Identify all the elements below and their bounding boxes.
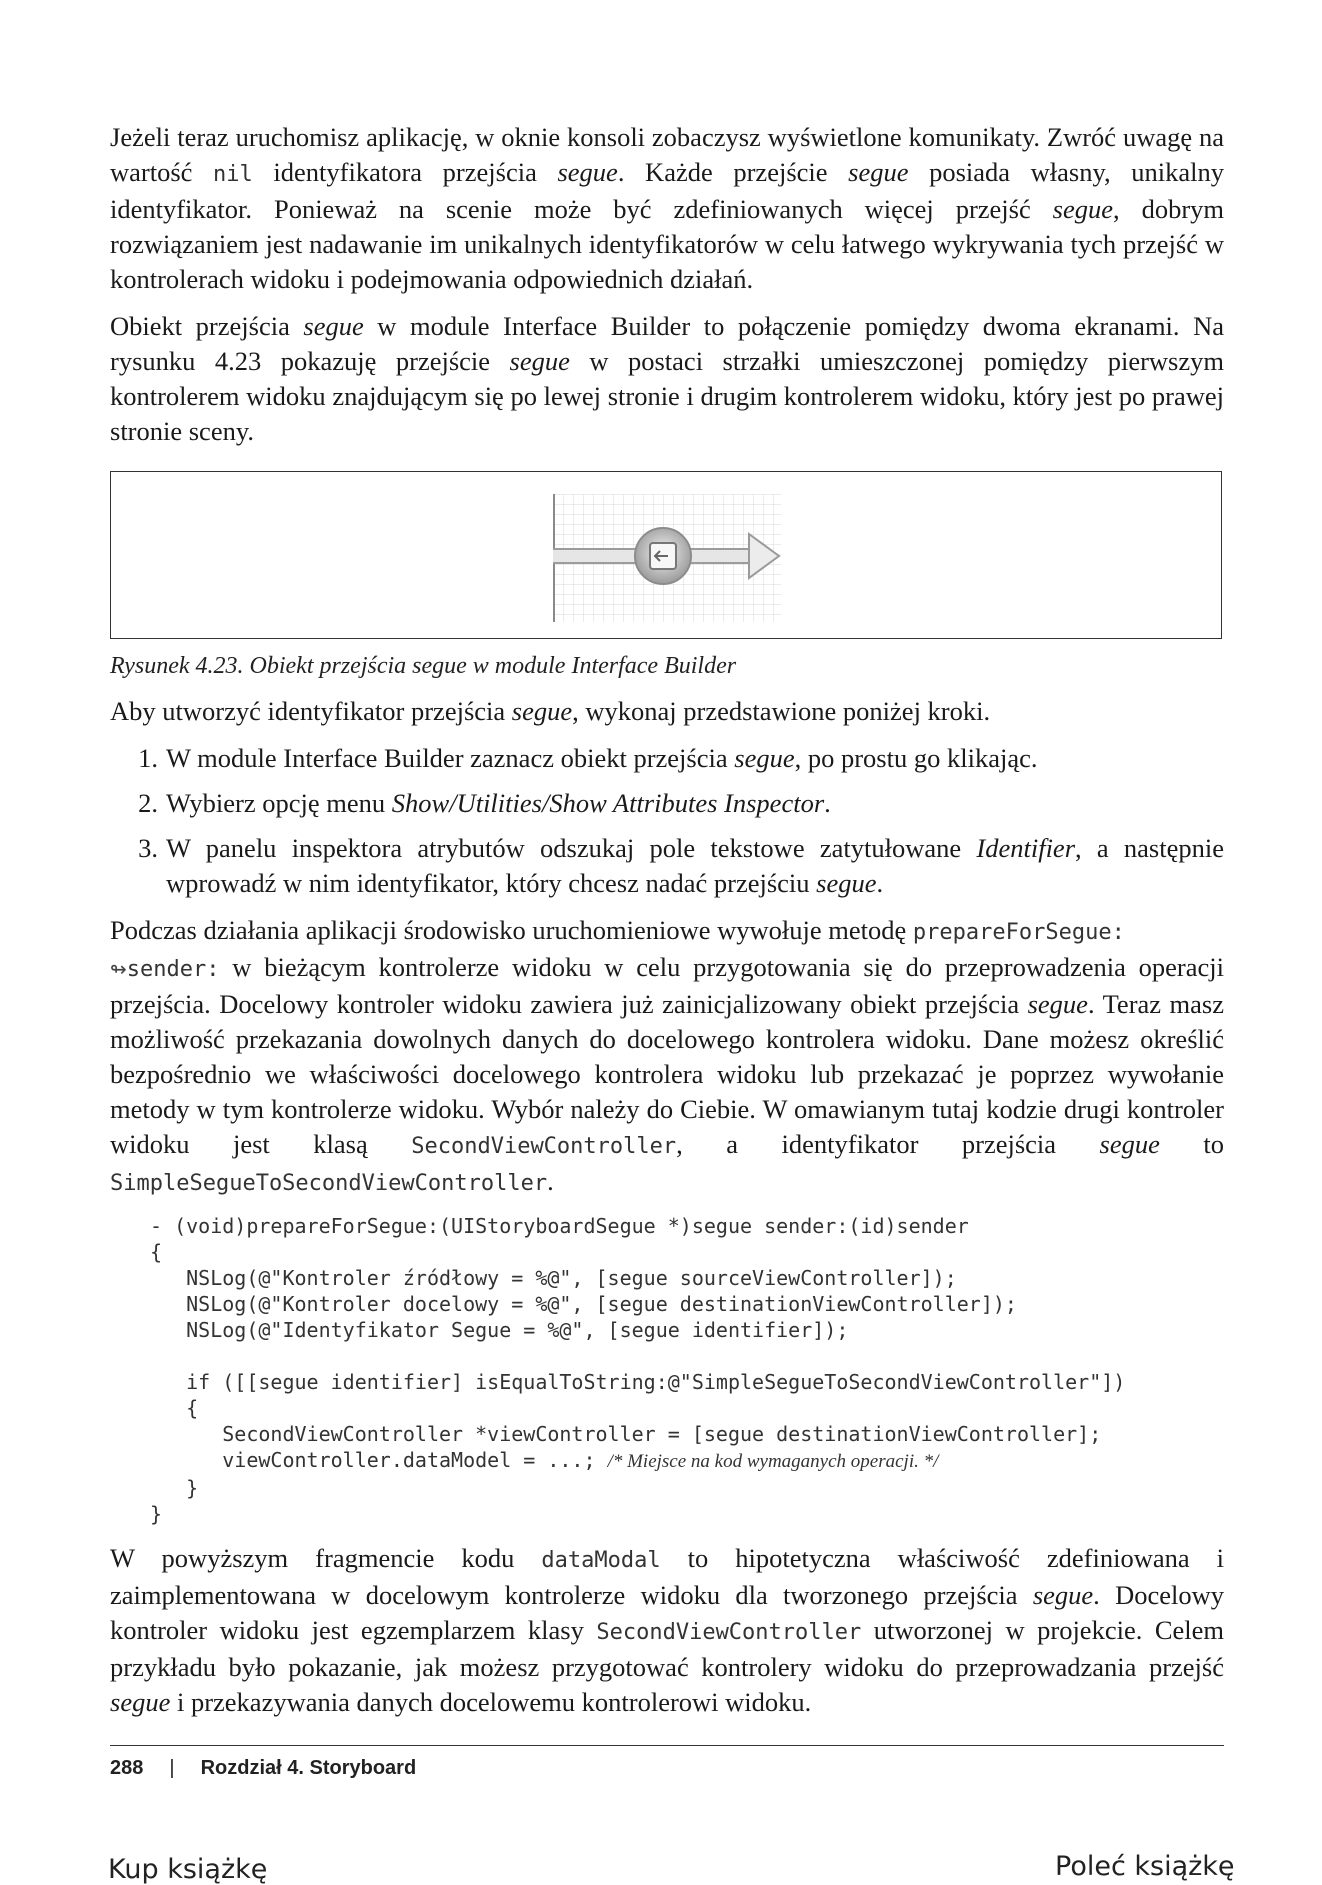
inline-code: prepareForSegue: — [912, 920, 1125, 945]
italic-term: segue — [1099, 1129, 1160, 1159]
list-number: 3. — [138, 833, 158, 863]
italic-term: segue — [1032, 1580, 1094, 1610]
page-number: 288 — [110, 1757, 144, 1779]
text: w module Interface Builder to połączenie pomiędzy dwoma ekranami. Na rysunku 4.23 pokazuję przejście — [110, 311, 1224, 376]
italic-term: segue — [1052, 194, 1114, 224]
code-comment: /* Miejsce na kod wymaganych operacji. */ — [607, 1451, 939, 1472]
text: Aby utworzyć identyfikator przejścia — [110, 696, 512, 726]
text: i przekazywania danych docelowemu kontrolerowi widoku. — [170, 1687, 812, 1717]
list-item — [110, 741, 1224, 776]
italic-term: segue — [848, 157, 909, 187]
paragraph-1 — [110, 120, 1224, 297]
inline-code: dataModal — [541, 1548, 661, 1573]
text: posiada własny, unikalny identyfikator. Ponieważ na scenie może być zdefiniowanych więcej przejść — [110, 157, 1225, 224]
italic-term: segue — [303, 311, 364, 341]
buy-book-link[interactable]: Kup książkę — [108, 1854, 268, 1885]
italic-term: segue — [110, 1687, 171, 1717]
inline-code: SecondViewController — [411, 1134, 677, 1159]
text: identyfikatora przejścia — [252, 157, 558, 187]
text: , dobrym rozwiązaniem jest nadawanie im unikalnych identyfikatorów w celu łatwego wykrywania tych przejść w kontrolerach widoku i podejmowania odpowiednich działań. — [110, 194, 1225, 294]
paragraph-3 — [110, 694, 1224, 729]
italic-term: segue — [1027, 989, 1088, 1019]
segue-arrow-icon — [553, 494, 781, 622]
line-continuation-icon: ↬ — [110, 957, 127, 981]
text: . Każde przejście — [617, 157, 849, 187]
text: . Teraz masz możliwość przekazania dowolnych danych do docelowego kontrolera widoku. Dane możesz określić bezpośrednio we właściwości docelowego kontrolera widoku lub przekazać je poprzez wywołanie metody w tym kontrolerze widoku. Wybór należy do Ciebie. W omawianym tutaj kodzie drugi kontroler widoku jest klasą — [110, 989, 1225, 1159]
text: utworzonej w projekcie. Celem przykładu było pokazanie, jak możesz przygotować kontrolery widoku do przeprowadzania przejść — [110, 1615, 1224, 1682]
page-content — [110, 120, 1224, 1732]
text: to — [1159, 1129, 1224, 1159]
text: to hipotetyczna właściwość zdefiniowana i zaimplementowana w docelowym kontrolerze widoku dla tworzonego przejścia — [110, 1543, 1224, 1610]
figure-caption: Rysunek 4.23. Obiekt przejścia segue w module Interface Builder — [110, 653, 737, 679]
code-listing: - (void)prepareForSegue:(UIStoryboardSegue *)segue sender:(id)sender { NSLog(@"Kontroler źródłowy = %@", [segue sourceViewController]); NSLog(@"Kontroler docelowy = %@", [segue destinationViewController]); NSLog(@"Identyfikator Segue = %@", [segue identifier]); if ([[segue identifier] isEqualToString:@"SimpleSegueToSecondViewController"]) { SecondViewController *viewController = [segue destinationViewController]; viewController.dataModel = ...; /* Miejsce na kod wymaganych operacji. */ } } — [150, 1214, 1126, 1526]
text: w postaci strzałki umieszczonej pomiędzy pierwszym kontrolerem widoku znajdującym się po lewej stronie i drugim kontrolerem widoku, który jest po prawej stronie sceny. — [110, 346, 1224, 446]
list-item — [110, 831, 1224, 901]
italic-term: segue — [509, 346, 570, 376]
text: Jeżeli teraz uruchomisz aplikację, w oknie konsoli zobaczysz wyświetlone komunikaty. Zwróć uwagę na wartość — [110, 122, 1224, 187]
paragraph-4 — [110, 913, 1224, 1201]
list-text: W module Interface Builder zaznacz obiekt przejścia segue, po prostu go klikając. — [166, 743, 1038, 773]
inline-code: SimpleSegueToSecondViewController — [110, 1171, 548, 1196]
text: Obiekt przejścia — [110, 311, 304, 341]
italic-term: segue — [557, 157, 618, 187]
list-number: 1. — [138, 743, 158, 773]
footer-separator: | — [169, 1757, 175, 1779]
figure-4-23 — [110, 471, 1222, 639]
list-text: W panelu inspektora atrybutów odszukaj pole tekstowe zatytułowane Identifier, a następnie wprowadź w nim identyfikator, który chcesz nadać przejściu segue. — [166, 833, 1224, 898]
inline-code: sender: — [126, 957, 220, 982]
list-item — [110, 786, 1224, 821]
recommend-book-link[interactable]: Poleć książkę — [1055, 1851, 1235, 1882]
inline-code: nil — [213, 162, 253, 187]
text: Podczas działania aplikacji środowisko uruchomieniowe wywołuje metodę — [110, 915, 913, 945]
page-footer — [110, 1757, 416, 1780]
paragraph-5 — [110, 1541, 1224, 1720]
list-text: Wybierz opcję menu Show/Utilities/Show Attributes Inspector. — [166, 788, 831, 818]
text: , wykonaj przedstawione poniżej kroki. — [572, 696, 991, 726]
list-number: 2. — [138, 788, 158, 818]
steps-list — [110, 741, 1224, 901]
text: . Docelowy kontroler widoku jest egzemplarzem klasy — [110, 1580, 1224, 1645]
text: W powyższym fragmencie kodu — [110, 1543, 542, 1573]
text: w bieżącym kontrolerze widoku w celu przygotowania się do przeprowadzenia operacji przejścia. Docelowy kontroler widoku zawiera już zainicjalizowany obiekt przejścia — [110, 952, 1224, 1019]
paragraph-2 — [110, 309, 1224, 449]
footer-divider — [110, 1745, 1224, 1746]
inline-code: SecondViewController — [596, 1620, 862, 1645]
chapter-title: Rozdział 4. Storyboard — [200, 1757, 417, 1779]
text: , a identyfikator przejścia — [676, 1129, 1100, 1159]
text: . — [547, 1166, 554, 1196]
italic-term: segue — [511, 696, 573, 726]
